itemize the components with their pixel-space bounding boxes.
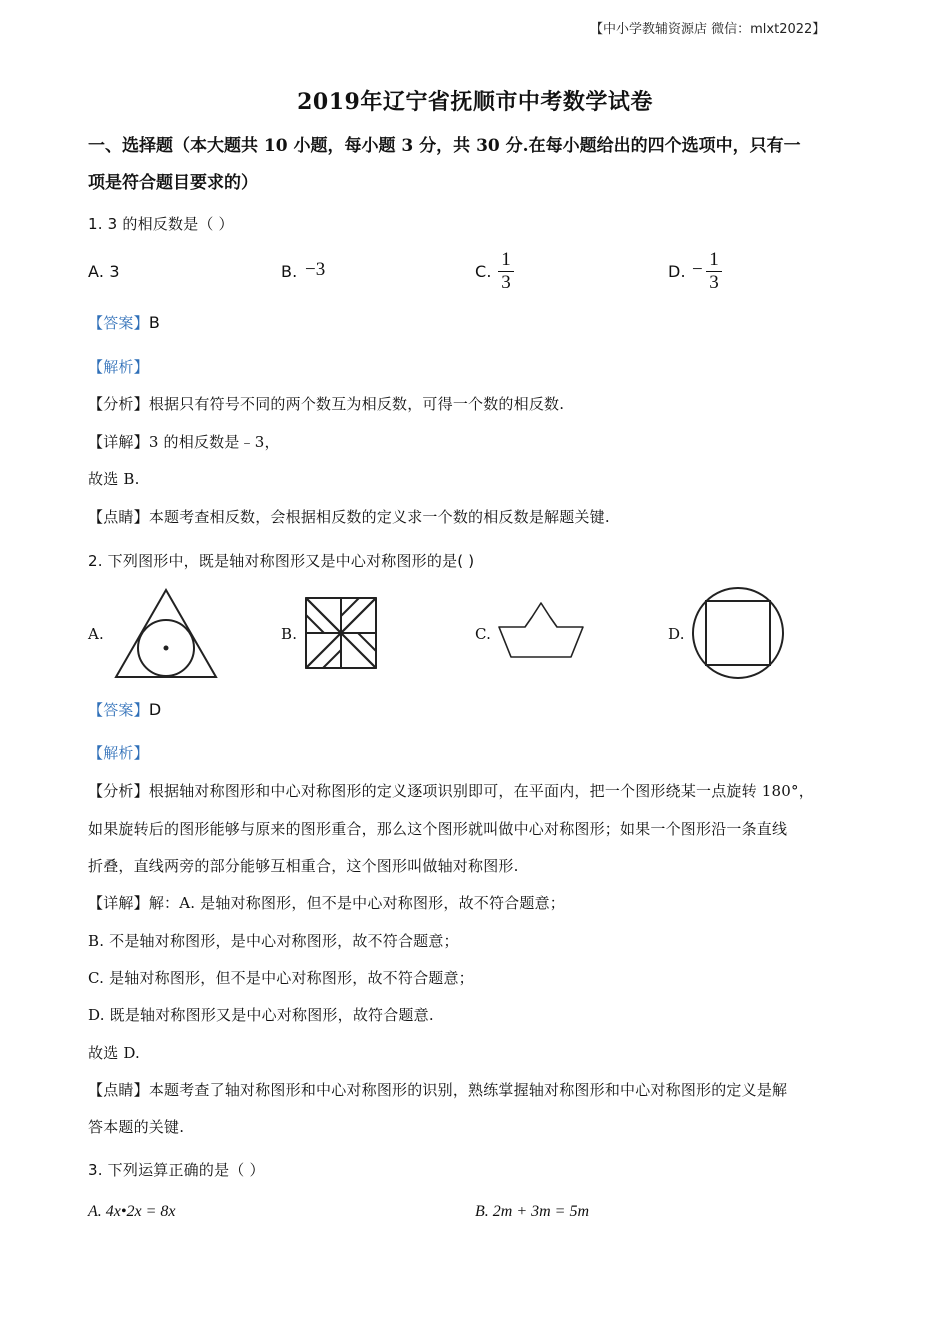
fenxi-tag: 【分析】 <box>88 782 149 800</box>
circle-square-figure <box>690 585 786 681</box>
q2-stem: 2. 下列图形中，既是轴对称图形又是中心对称图形的是( ) <box>88 552 475 570</box>
answer-tag: 【答案】 <box>88 701 149 719</box>
q1-xiangjie <box>88 431 280 452</box>
q2-option-d-label: D. <box>668 625 685 643</box>
q1-option-b-label: B. <box>281 262 298 281</box>
section-heading-line2: 项是符合题目要求的） <box>88 173 258 193</box>
dianjing-text: 本题考查相反数，会根据相反数的定义求一个数的相反数是解题关键. <box>148 508 610 526</box>
q2-answer <box>88 699 161 720</box>
q2-line-d: D. 既是轴对称图形又是中心对称图形，故符合题意. <box>88 1006 434 1024</box>
fenxi-tag: 【分析】 <box>88 395 149 413</box>
answer-tag: 【答案】 <box>88 314 149 332</box>
dianjing-text: 本题考查了轴对称图形和中心对称图形的识别，熟练掌握轴对称图形和中心对称图形的定义是解 <box>148 1081 788 1099</box>
page-title: 2019年辽宁省抚顺市中考数学试卷 <box>297 89 653 115</box>
answer-value: D <box>148 700 162 719</box>
q1-option-d-sign: − <box>692 259 703 280</box>
q2-dianjing-line2: 答本题的关键. <box>88 1118 185 1136</box>
q2-line-b: B. 不是轴对称图形，是中心对称图形，故不符合题意； <box>88 932 459 950</box>
q1-option-a: A. 3 <box>88 262 120 281</box>
triangle-circle-figure <box>113 588 219 680</box>
q1-option-b-value: −3 <box>305 259 326 280</box>
q1-dianjing <box>88 506 610 527</box>
q1-option-c-label: C. <box>475 262 492 281</box>
q1-option-d-label: D. <box>668 262 686 281</box>
answer-value: B <box>148 313 160 332</box>
q1-guxuan: 故选 B. <box>88 470 140 488</box>
q2-option-b-label: B. <box>281 625 298 643</box>
q1-fenxi <box>88 393 564 414</box>
q1-option-c-denominator: 3 <box>501 272 511 293</box>
xiangjie-tag: 【详解】 <box>88 433 149 451</box>
q1-answer <box>88 312 160 333</box>
pinwheel-figure <box>303 595 379 671</box>
q2-xiangjie <box>88 892 565 913</box>
q3-stem: 3. 下列运算正确的是（ ） <box>88 1161 265 1179</box>
header-watermark: 【中小学教辅资源店 微信：mlxt2022】 <box>590 22 826 37</box>
q2-guxuan: 故选 D. <box>88 1044 141 1062</box>
q2-jiexi-tag: 【解析】 <box>88 744 149 762</box>
q1-option-d-fraction <box>706 250 722 292</box>
q1-option-d-numerator: 1 <box>709 249 719 270</box>
fenxi-text: 根据轴对称图形和中心对称图形的定义逐项识别即可，在平面内，把一个图形绕某一点旋转 180°， <box>148 782 814 800</box>
q2-option-c-label: C. <box>475 625 492 643</box>
dianjing-tag: 【点睛】 <box>88 508 149 526</box>
q2-fenxi-line3: 折叠，直线两旁的部分能够互相重合，这个图形叫做轴对称图形. <box>88 857 519 875</box>
q2-fenxi-line2: 如果旋转后的图形能够与原来的图形重合，那么这个图形就叫做中心对称图形；如果一个图形沿一条直线 <box>88 820 788 838</box>
section-heading-line1: 一、选择题（本大题共 10 小题，每小题 3 分，共 30 分.在每小题给出的四个选项中，只有一 <box>88 136 801 156</box>
xiangjie-text: 解：A. 是轴对称图形，但不是中心对称图形，故不符合题意； <box>148 894 565 912</box>
q1-jiexi-tag: 【解析】 <box>88 358 149 376</box>
q2-fenxi-line1 <box>88 780 814 801</box>
q2-dianjing-line1 <box>88 1079 787 1100</box>
q2-option-a-label: A. <box>88 625 105 643</box>
q1-stem: 1. 3 的相反数是（ ） <box>88 215 234 233</box>
fenxi-text: 根据只有符号不同的两个数互为相反数，可得一个数的相反数. <box>148 395 565 413</box>
q2-line-c: C. 是轴对称图形，但不是中心对称图形，故不符合题意； <box>88 969 474 987</box>
xiangjie-tag: 【详解】 <box>88 894 149 912</box>
q1-option-c-fraction <box>498 250 514 292</box>
q1-option-c-numerator: 1 <box>501 249 511 270</box>
q1-option-d-denominator: 3 <box>709 272 719 293</box>
xiangjie-text: 3 的相反数是﹣3， <box>148 433 280 451</box>
dianjing-tag: 【点睛】 <box>88 1081 149 1099</box>
paper-boat-figure <box>496 600 586 660</box>
q3-option-a: A. 4x•2x = 8x <box>88 1203 176 1220</box>
q3-option-b: B. 2m + 3m = 5m <box>475 1203 590 1220</box>
